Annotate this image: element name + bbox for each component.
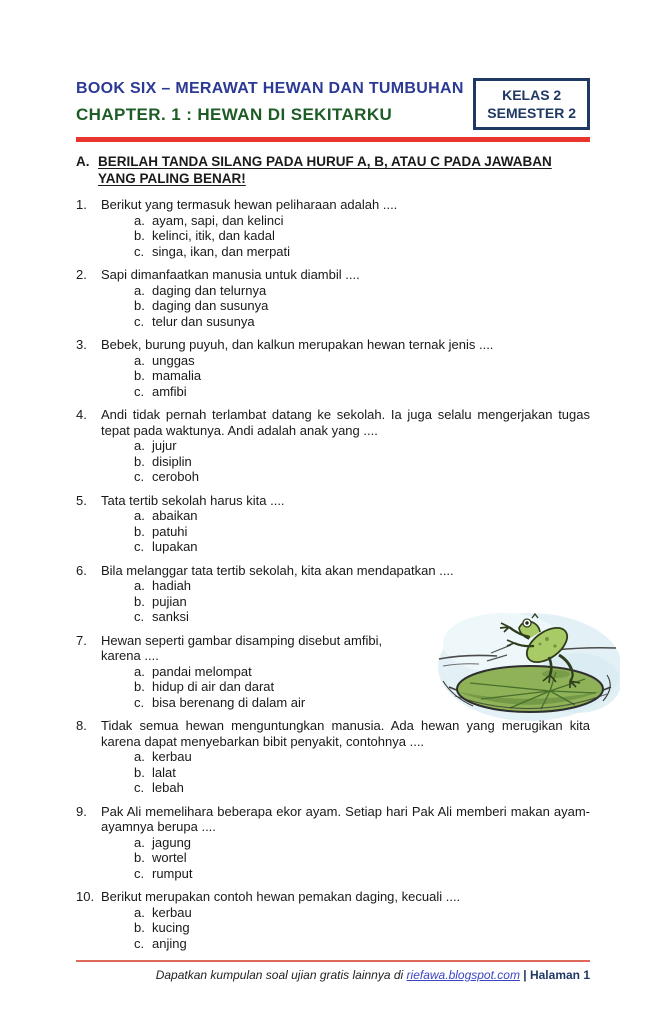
section-a-instruction: BERILAH TANDA SILANG PADA HURUF A, B, ATAU C PADA JAWABAN YANG PALING BENAR! bbox=[98, 154, 552, 186]
option-text: hidup di air dan darat bbox=[152, 679, 275, 694]
answer-option bbox=[134, 835, 590, 851]
question bbox=[76, 267, 590, 329]
question-number: 7. bbox=[76, 632, 87, 648]
option-label: a. bbox=[134, 663, 145, 679]
frog-illustration bbox=[435, 609, 620, 723]
option-label: c. bbox=[134, 539, 145, 554]
option-text: lebah bbox=[152, 780, 184, 795]
option-text: kucing bbox=[152, 920, 190, 935]
footer-text bbox=[76, 968, 590, 982]
question-number: 10. bbox=[76, 889, 95, 904]
question-text: Hewan seperti gambar disamping disebut amfibi, karena .... bbox=[101, 632, 383, 663]
question bbox=[76, 337, 590, 399]
option-label: b. bbox=[134, 523, 145, 539]
option-text: jujur bbox=[152, 438, 177, 453]
section-a-label: A. bbox=[76, 154, 90, 169]
answer-option bbox=[134, 469, 590, 485]
question-body bbox=[101, 633, 590, 711]
question-text: Pak Ali memelihara beberapa ekor ayam. Setiap hari Pak Ali memberi makan ayam-ayamnya berupa .... bbox=[101, 803, 590, 834]
question-text: Tidak semua hewan menguntungkan manusia. Ada hewan yang merugikan kita karena dapat menyebarkan bibit penyakit, contohnya .... bbox=[101, 718, 590, 749]
option-text: pujian bbox=[152, 593, 187, 609]
header-divider-rule bbox=[76, 137, 590, 142]
option-text: hadiah bbox=[152, 578, 192, 593]
question-number: 3. bbox=[76, 337, 87, 352]
footer-blog-link[interactable]: riefawa.blogspot.com bbox=[406, 968, 520, 982]
option-text: ayam, sapi, dan kelinci bbox=[152, 212, 284, 228]
question-number: 9. bbox=[76, 803, 87, 819]
option-text: ceroboh bbox=[152, 469, 199, 484]
option-label: b. bbox=[134, 850, 145, 865]
option-text: lupakan bbox=[152, 539, 198, 554]
footer bbox=[76, 960, 590, 982]
footer-separator: | bbox=[519, 968, 530, 982]
class-label: KELAS 2 bbox=[502, 87, 562, 103]
option-text: kelinci, itik, dan kadal bbox=[152, 228, 275, 243]
option-text: bisa berenang di dalam air bbox=[152, 694, 306, 710]
option-text: patuhi bbox=[152, 523, 188, 539]
question-body bbox=[101, 267, 590, 329]
question bbox=[76, 493, 590, 555]
question-text: Bebek, burung puyuh, dan kalkun merupakan hewan ternak jenis .... bbox=[101, 337, 494, 352]
answer-option bbox=[134, 539, 590, 555]
options-list bbox=[101, 438, 590, 485]
option-text: pandai melompat bbox=[152, 663, 252, 679]
options-list bbox=[101, 905, 590, 952]
header bbox=[76, 80, 590, 130]
question bbox=[76, 889, 590, 951]
answer-option bbox=[134, 866, 590, 882]
header-titles bbox=[76, 80, 464, 125]
option-label: a. bbox=[134, 282, 145, 298]
question-number: 1. bbox=[76, 197, 87, 212]
option-text: kerbau bbox=[152, 749, 192, 764]
option-label: a. bbox=[134, 508, 145, 523]
question bbox=[76, 197, 590, 259]
answer-option bbox=[134, 314, 590, 330]
options-list bbox=[101, 283, 590, 330]
option-label: a. bbox=[134, 578, 145, 593]
option-label: c. bbox=[134, 313, 145, 329]
options-list bbox=[101, 749, 590, 796]
question-text: Sapi dimanfaatkan manusia untuk diambil .... bbox=[101, 267, 360, 282]
question-number: 5. bbox=[76, 492, 87, 508]
option-label: c. bbox=[134, 935, 145, 951]
question-body bbox=[101, 804, 590, 882]
chapter-title: CHAPTER. 1 : HEWAN DI SEKITARKU bbox=[76, 105, 393, 124]
question-text: Berikut merupakan contoh hewan pemakan daging, kecuali .... bbox=[101, 889, 461, 904]
option-text: amfibi bbox=[152, 383, 187, 399]
answer-option bbox=[134, 905, 590, 921]
question bbox=[76, 407, 590, 485]
answer-option bbox=[134, 298, 590, 314]
answer-option bbox=[134, 765, 590, 781]
option-text: daging dan susunya bbox=[152, 298, 269, 313]
option-label: b. bbox=[134, 228, 145, 243]
question-text: Berikut yang termasuk hewan peliharaan adalah .... bbox=[101, 197, 398, 212]
answer-option bbox=[134, 438, 590, 454]
option-label: c. bbox=[134, 780, 145, 795]
option-label: b. bbox=[134, 920, 145, 935]
option-text: unggas bbox=[152, 352, 195, 368]
option-label: c. bbox=[134, 865, 145, 881]
answer-option bbox=[134, 228, 590, 244]
answer-option bbox=[134, 384, 590, 400]
option-label: a. bbox=[134, 749, 145, 764]
question-body bbox=[101, 718, 590, 796]
answer-option bbox=[134, 213, 590, 229]
options-list bbox=[101, 353, 590, 400]
option-text: lalat bbox=[152, 764, 176, 780]
question bbox=[76, 804, 590, 882]
question-text: Bila melanggar tata tertib sekolah, kita akan mendapatkan .... bbox=[101, 562, 454, 578]
option-text: rumput bbox=[152, 865, 193, 881]
questions-list bbox=[76, 197, 590, 951]
answer-option bbox=[134, 594, 590, 610]
section-a-heading bbox=[76, 153, 590, 187]
question-body bbox=[101, 337, 590, 399]
option-label: b. bbox=[134, 764, 145, 780]
option-text: singa, ikan, dan merpati bbox=[152, 243, 291, 259]
option-text: jagung bbox=[152, 834, 192, 850]
option-label: a. bbox=[134, 212, 145, 228]
semester-label: SEMESTER 2 bbox=[487, 105, 576, 121]
option-text: sanksi bbox=[152, 609, 189, 624]
option-label: a. bbox=[134, 904, 145, 920]
option-label: b. bbox=[134, 298, 145, 313]
option-label: b. bbox=[134, 368, 145, 383]
option-label: c. bbox=[134, 609, 145, 624]
question bbox=[76, 718, 590, 796]
footer-divider-rule bbox=[76, 960, 590, 962]
frog-on-lily-pad-svg bbox=[435, 609, 620, 723]
option-label: a. bbox=[134, 352, 145, 368]
answer-option bbox=[134, 368, 590, 384]
option-label: c. bbox=[134, 469, 145, 484]
question-number: 6. bbox=[76, 562, 87, 578]
option-label: c. bbox=[134, 243, 145, 259]
answer-option bbox=[134, 780, 590, 796]
answer-option bbox=[134, 920, 590, 936]
option-label: c. bbox=[134, 694, 145, 710]
option-text: mamalia bbox=[152, 368, 202, 383]
answer-option bbox=[134, 578, 590, 594]
answer-option bbox=[134, 936, 590, 952]
option-text: disiplin bbox=[152, 453, 192, 469]
answer-option bbox=[134, 244, 590, 260]
class-semester-box bbox=[473, 78, 590, 130]
question-body bbox=[101, 889, 590, 951]
question-number: 4. bbox=[76, 407, 87, 422]
options-list bbox=[101, 835, 590, 882]
answer-option bbox=[134, 353, 590, 369]
option-text: daging dan telurnya bbox=[152, 282, 267, 298]
question-text: Andi tidak pernah terlambat datang ke sekolah. Ia juga selalu mengerjakan tugas tepat pada waktunya. Andi adalah anak yang .... bbox=[101, 407, 590, 438]
option-label: a. bbox=[134, 834, 145, 850]
option-text: anjing bbox=[152, 935, 187, 951]
page-number-label: Halaman 1 bbox=[529, 968, 590, 982]
option-text: kerbau bbox=[152, 904, 192, 920]
question-body bbox=[101, 493, 590, 555]
option-label: b. bbox=[134, 593, 145, 609]
option-label: a. bbox=[134, 438, 145, 453]
question-text: Tata tertib sekolah harus kita .... bbox=[101, 492, 285, 508]
book-title: BOOK SIX – MERAWAT HEWAN DAN TUMBUHAN bbox=[76, 80, 464, 97]
option-label: c. bbox=[134, 383, 145, 399]
option-label: b. bbox=[134, 453, 145, 469]
answer-option bbox=[134, 850, 590, 866]
question-body bbox=[101, 407, 590, 485]
options-list bbox=[101, 213, 590, 260]
options-list bbox=[101, 508, 590, 555]
answer-option bbox=[134, 524, 590, 540]
question bbox=[76, 633, 590, 711]
question-number: 8. bbox=[76, 718, 87, 733]
option-text: wortel bbox=[152, 850, 187, 865]
question-number: 2. bbox=[76, 267, 87, 282]
footer-prefix: Dapatkan kumpulan soal ujian gratis lainnya di bbox=[155, 968, 407, 982]
question-body bbox=[101, 197, 590, 259]
option-text: abaikan bbox=[152, 508, 198, 523]
answer-option bbox=[134, 454, 590, 470]
answer-option bbox=[134, 508, 590, 524]
option-label: b. bbox=[134, 679, 145, 694]
option-text: telur dan susunya bbox=[152, 313, 255, 329]
answer-option bbox=[134, 749, 590, 765]
answer-option bbox=[134, 283, 590, 299]
